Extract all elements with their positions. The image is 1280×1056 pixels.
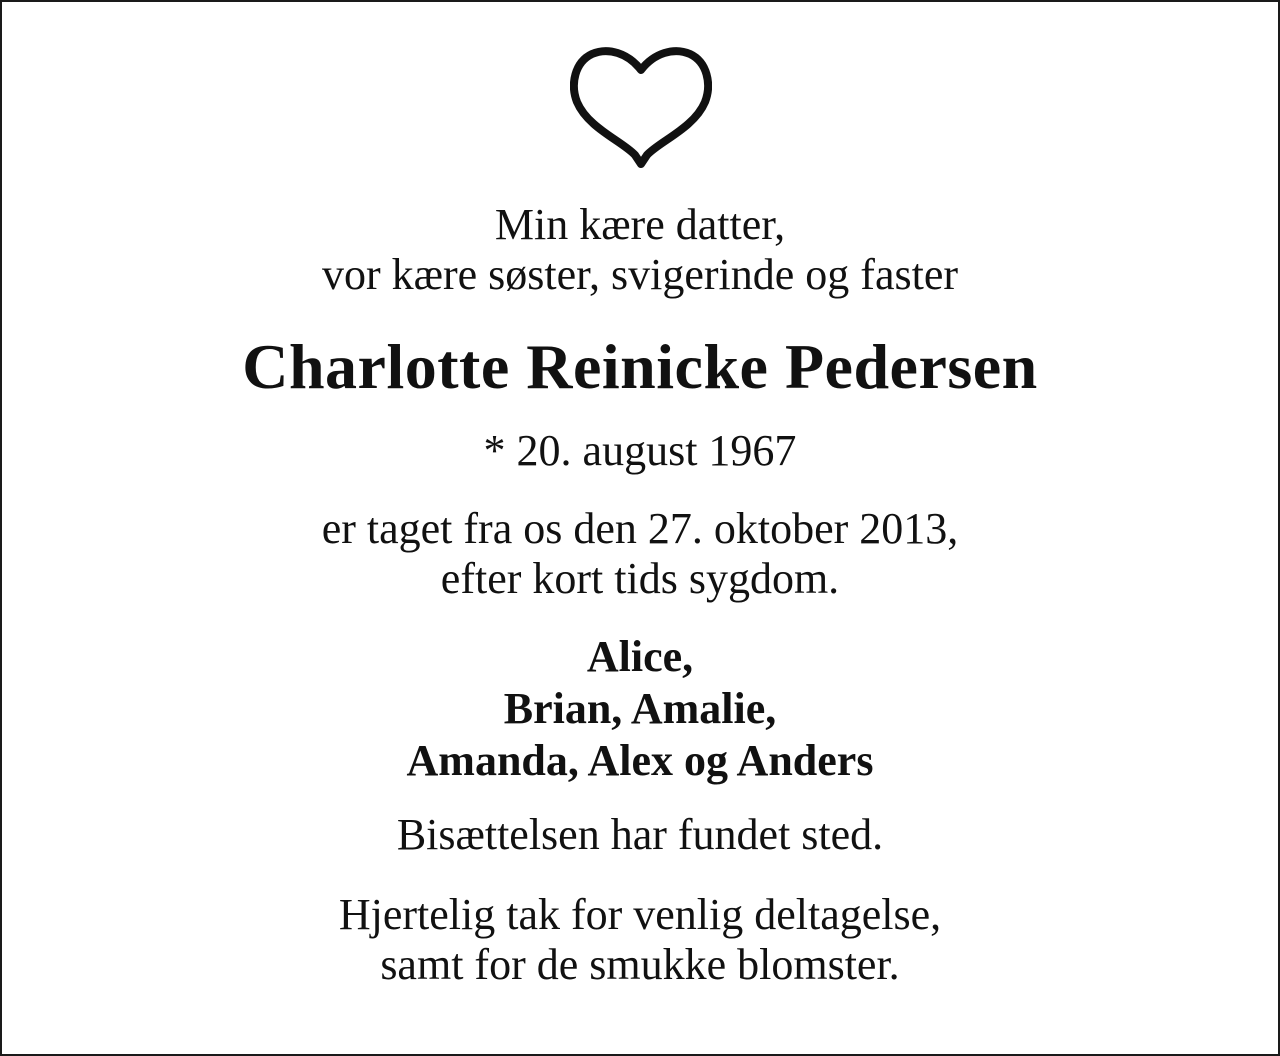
birth-date: * 20. august 1967 <box>483 426 797 475</box>
thanks-line-2: samt for de smukke blomster. <box>380 940 900 989</box>
heart-outline-icon <box>570 44 712 168</box>
death-line-2: efter kort tids sygdom. <box>440 554 840 603</box>
family-line-3: Amanda, Alex og Anders <box>406 736 874 785</box>
funeral-note: Bisættelsen har fundet sted. <box>396 810 884 859</box>
deceased-name: Charlotte Reinicke Pedersen <box>242 331 1038 402</box>
thanks-line-1: Hjertelig tak for venlig deltagelse, <box>338 890 942 939</box>
intro-line-2: vor kære søster, svigerinde og faster <box>321 250 959 299</box>
family-line-1: Alice, <box>586 632 694 681</box>
intro-line-1: Min kære datter, <box>494 200 786 249</box>
family-line-2: Brian, Amalie, <box>503 684 777 733</box>
death-line-1: er taget fra os den 27. oktober 2013, <box>321 504 959 553</box>
